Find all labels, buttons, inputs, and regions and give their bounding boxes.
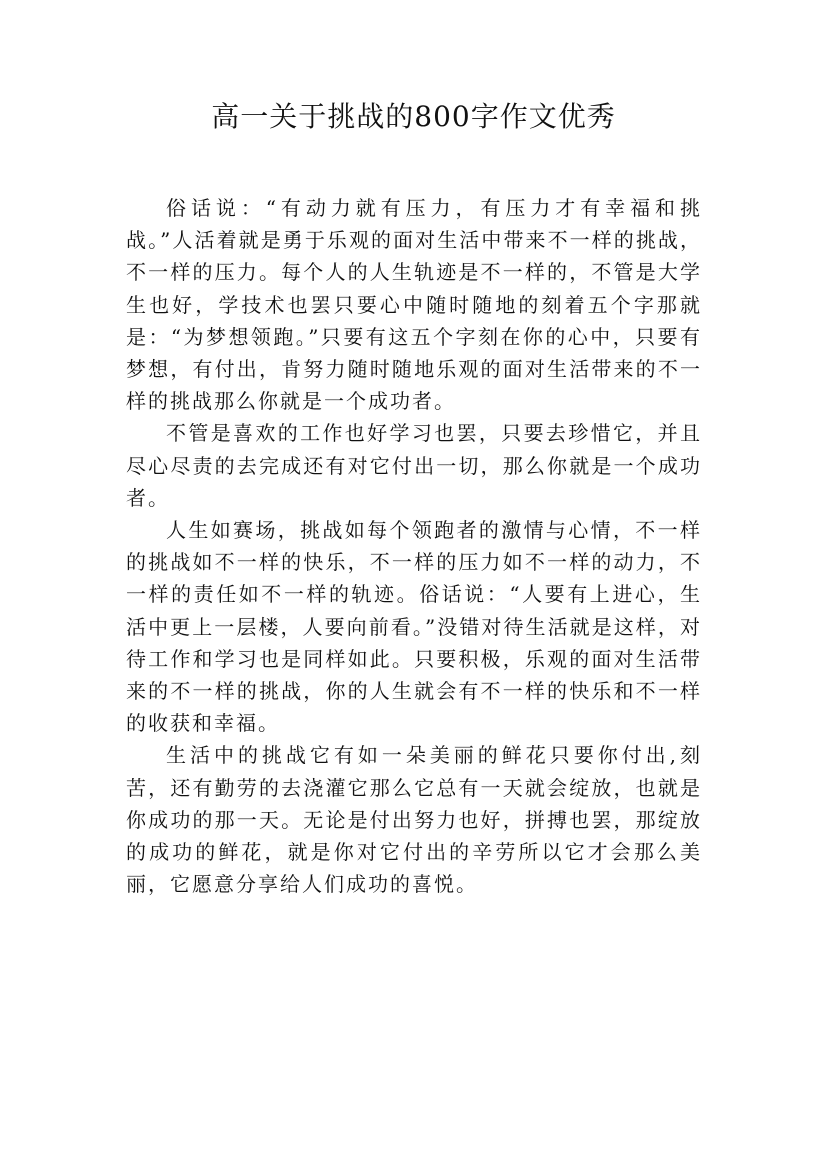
paragraph-1: 俗话说：“有动力就有压力，有压力才有幸福和挑战。”人活着就是勇于乐观的面对生活中带来不一样的挑战，不一样的压力。每个人的人生轨迹是不一样的，不管是大学生也好，学技术也罢只要心中随时随地的刻着五个字那就是：“为梦想领跑。”只要有这五个字刻在你的心中，只要有梦想，有付出，肯努力随时随地乐观的面对生活带来的不一样的挑战那么你就是一个成功者。 bbox=[126, 196, 702, 414]
paragraph-4: 生活中的挑战它有如一朵美丽的鲜花只要你付出,刻苦，还有勤劳的去浇灌它那么它总有一天就会绽放，也就是你成功的那一天。无论是付出努力也好，拼搏也罢，那绽放的成功的鲜花，就是你对它付出的辛劳所以它才会那么美丽，它愿意分享给人们成功的喜悦。 bbox=[126, 743, 702, 897]
paragraph-2: 不管是喜欢的工作也好学习也罢，只要去珍惜它，并且尽心尽责的去完成还有对它付出一切，那么你就是一个成功者。 bbox=[126, 421, 702, 510]
document-body bbox=[126, 192, 702, 900]
paragraph-3: 人生如赛场，挑战如每个领跑者的激情与心情，不一样的挑战如不一样的快乐，不一样的压力如不一样的动力，不一样的责任如不一样的轨迹。俗话说：“人要有上进心，生活中更上一层楼，人要向前看。”没错对待生活就是这样，对待工作和学习也是同样如此。只要积极，乐观的面对生活带来的不一样的挑战，你的人生就会有不一样的快乐和不一样的收获和幸福。 bbox=[126, 518, 702, 736]
document-title: 高一关于挑战的800字作文优秀 bbox=[211, 100, 616, 133]
